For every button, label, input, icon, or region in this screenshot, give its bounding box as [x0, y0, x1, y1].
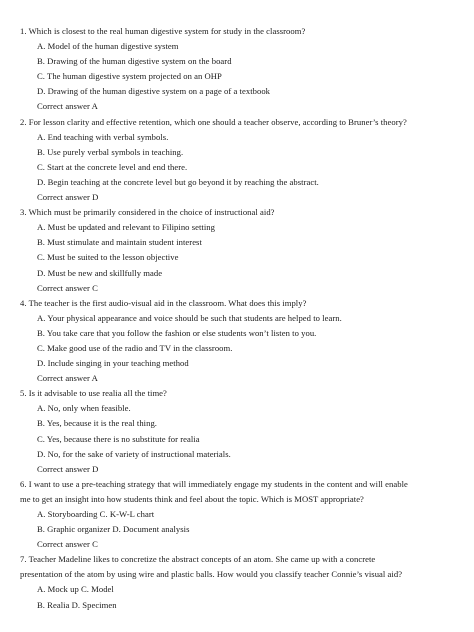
question-2-option-a: A. End teaching with verbal symbols. — [37, 131, 169, 142]
question-5-option-d: D. No, for the sake of variety of instructional materials. — [37, 448, 231, 459]
question-5-answer: Correct answer D — [37, 463, 99, 474]
question-1-option-c: C. The human digestive system projected on an OHP — [37, 71, 222, 82]
question-4-option-b: B. You take care that you follow the fashion or else students won’t listen to you. — [37, 327, 317, 338]
question-5-option-a: A. No, only when feasible. — [37, 403, 131, 414]
question-4-option-c: C. Make good use of the radio and TV in the classroom. — [37, 342, 233, 353]
question-6-text-continued: me to get an insight into how students think and feel about the topic. Which is MOST appropriate? — [20, 493, 364, 504]
question-3-answer: Correct answer C — [37, 282, 98, 293]
question-2-text: 2. For lesson clarity and effective retention, which one should a teacher observe, according to Bruner’s theory? — [20, 116, 407, 127]
question-6-text: 6. I want to use a pre-teaching strategy that will immediately engage my students in the content and will enable — [20, 478, 408, 489]
question-3-option-a: A. Must be updated and relevant to Filipino setting — [37, 222, 215, 233]
question-1-text: 1. Which is closest to the real human digestive system for study in the classroom? — [20, 26, 306, 36]
question-2-option-b: B. Use purely verbal symbols in teaching. — [37, 146, 184, 157]
question-1-answer: Correct answer A — [37, 101, 98, 112]
question-1-option-d: D. Drawing of the human digestive system on a page of a textbook — [37, 86, 271, 97]
question-3-option-c: C. Must be suited to the lesson objective — [37, 252, 179, 263]
question-5-option-b: B. Yes, because it is the real thing. — [37, 418, 157, 429]
question-2-option-c: C. Start at the concrete level and end there. — [37, 161, 188, 172]
question-4-option-a: A. Your physical appearance and voice should be such that students are helped to learn. — [37, 312, 342, 323]
question-7-text: 7. Teacher Madeline likes to concretize the abstract concepts of an atom. She came up with a concrete — [20, 554, 376, 565]
question-3-text: 3. Which must be primarily considered in the choice of instructional aid? — [20, 207, 275, 218]
question-4-answer: Correct answer A — [37, 373, 98, 384]
question-1-option-b: B. Drawing of the human digestive system on the board — [37, 56, 232, 67]
question-1-option-a: A. Model of the human digestive system — [37, 41, 179, 52]
question-5-option-c: C. Yes, because there is no substitute for realia — [37, 433, 200, 444]
question-4-option-d: D. Include singing in your teaching method — [37, 358, 189, 369]
question-7-option-a-c: A. Mock up C. Model — [37, 584, 114, 595]
question-7-option-b-d: B. Realia D. Specimen — [37, 599, 117, 610]
question-7-text-continued: presentation of the atom by using wire and plastic balls. How would you classify teacher Connie’s visual aid? — [20, 569, 403, 580]
question-5-text: 5. Is it advisable to use realia all the time? — [20, 388, 167, 399]
question-2-option-d: D. Begin teaching at the concrete level but go beyond it by reaching the abstract. — [37, 176, 319, 187]
question-3-option-d: D. Must be new and skillfully made — [37, 267, 163, 278]
question-6-option-a-c: A. Storyboarding C. K-W-L chart — [37, 509, 155, 519]
document-page — [20, 24, 460, 613]
question-6-option-b-d: B. Graphic organizer D. Document analysis — [37, 524, 190, 535]
question-6-answer: Correct answer C — [37, 539, 98, 550]
question-4-text: 4. The teacher is the first audio-visual aid in the classroom. What does this imply? — [20, 297, 307, 308]
question-3-option-b: B. Must stimulate and maintain student interest — [37, 237, 202, 248]
question-2-answer: Correct answer D — [37, 192, 99, 203]
